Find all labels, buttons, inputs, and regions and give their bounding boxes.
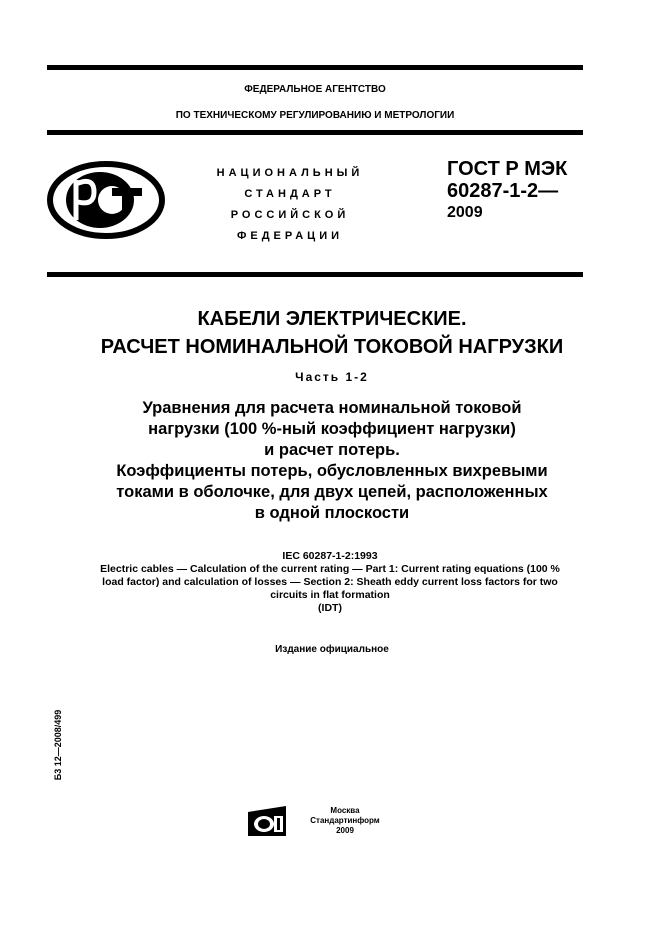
national-line: ФЕДЕРАЦИИ [236,230,344,242]
designation-line-3: 2009 [447,204,483,221]
standartinform-logo-icon [246,804,288,838]
national-standard-label [190,163,390,247]
agency-line-1: ФЕДЕРАЛЬНОЕ АГЕНТСТВО [244,84,386,95]
subtitle-line: Коэффициенты потерь, обусловленных вихревыми [116,462,548,480]
designation-line-1: ГОСТ Р МЭК [447,158,568,180]
agency-line-2: ПО ТЕХНИЧЕСКОМУ РЕГУЛИРОВАНИЮ И МЕТРОЛОГИИ [175,110,455,121]
document-subtitle [47,398,617,524]
side-code: Б3 12—2008/499 [53,709,63,781]
document-title [47,305,617,361]
designation-line-2: 60287-1-2— [447,180,559,202]
national-line: СТАНДАРТ [244,188,336,200]
top-rule [47,65,583,70]
iec-english-line: circuits in flat formation [270,589,390,601]
subtitle-line: токами в оболочке, для двух цепей, расположенных [116,483,548,501]
publisher-year: 2009 [336,826,354,835]
part-label: Часть 1-2 [295,370,369,384]
publisher-city: Москва [330,806,360,815]
title-line-1: КАБЕЛИ ЭЛЕКТРИЧЕСКИЕ. [197,308,467,330]
title-line-2: РАСЧЕТ НОМИНАЛЬНОЙ ТОКОВОЙ НАГРУЗКИ [100,336,564,358]
block-rule [47,272,583,277]
publisher-block [295,806,395,836]
standard-designation [447,158,567,224]
national-line: НАЦИОНАЛЬНЫЙ [216,167,364,179]
header-rule [47,130,583,135]
subtitle-line: в одной плоскости [254,504,410,522]
iec-english-line: Electric cables — Calculation of the current rating — Part 1: Current rating equations (100 % [100,563,560,575]
subtitle-line: Уравнения для расчета номинальной токовой [142,399,522,417]
subtitle-line: нагрузки (100 %-ный коэффициент нагрузки) [148,420,516,438]
iec-idt: (IDT) [318,602,342,614]
iec-reference: IEC 60287-1-2:1993 [282,550,378,562]
edition-label: Издание официальное [275,644,389,655]
publisher-name: Стандартинформ [310,816,380,825]
iec-english-line: load factor) and calculation of losses — Section 2: Sheath eddy current loss factors for two [102,576,558,588]
national-line: РОССИЙСКОЙ [230,209,350,221]
gost-r-logo-icon [46,160,166,240]
subtitle-line: и расчет потерь. [264,441,400,459]
iec-reference-block [30,550,630,615]
